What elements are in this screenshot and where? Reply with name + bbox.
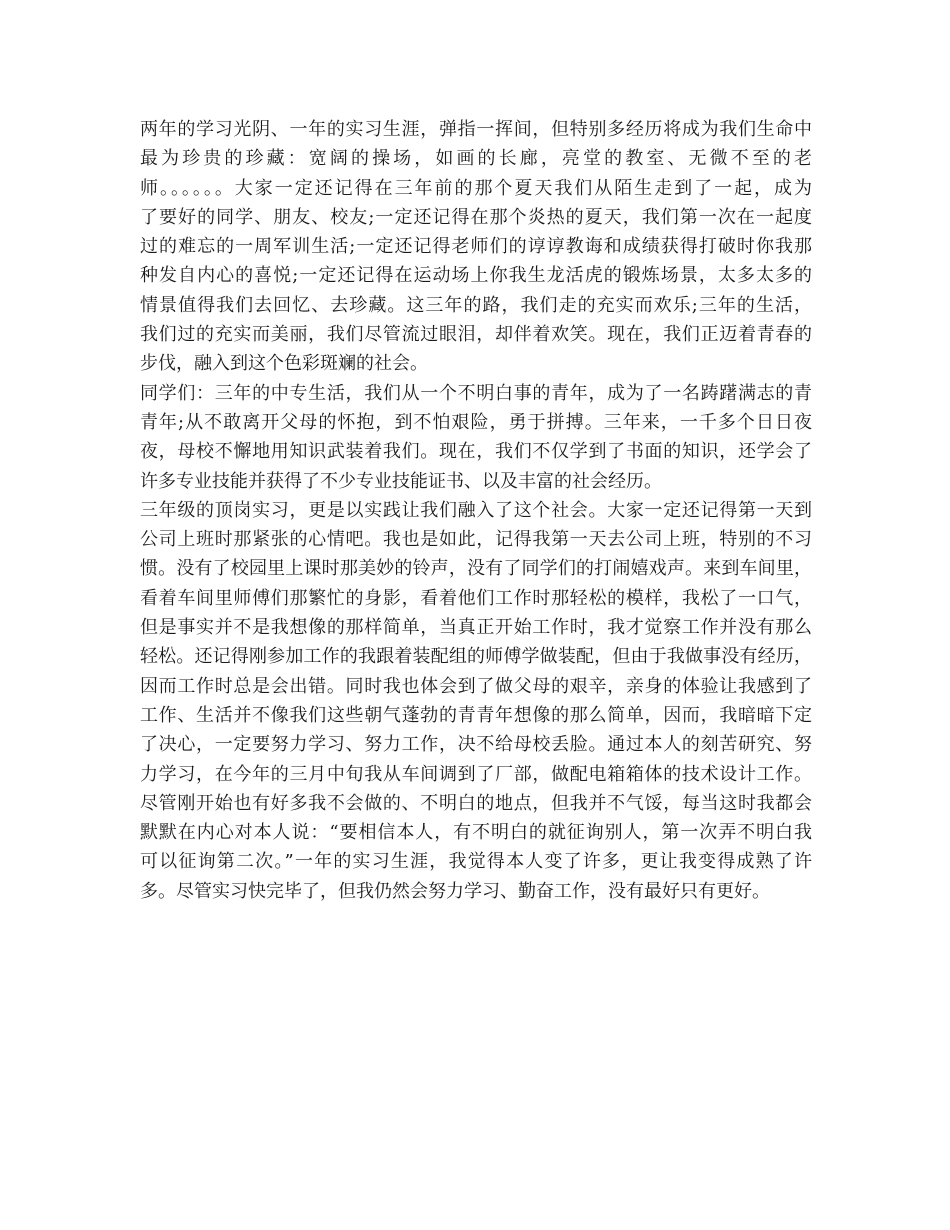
text-line: 默默在内心对本人说：“要相信本人，有不明白的就征询别人，第一次弄不明白我 xyxy=(140,822,812,844)
text-line: 步伐，融入到这个色彩斑斓的社会。 xyxy=(140,353,428,375)
text-line: 惯。没有了校园里上课时那美妙的铃声，没有了同学们的打闹嬉戏声。来到车间里， xyxy=(140,558,812,580)
document-body xyxy=(140,115,812,906)
text-line: 夜，母校不懈地用知识武装着我们。现在，我们不仅学到了书面的知识，还学会了 xyxy=(140,441,812,463)
text-line: 工作、生活并不像我们这些朝气蓬勃的青青年想像的那么简单，因而，我暗暗下定 xyxy=(140,704,812,726)
text-line: 轻松。还记得刚参加工作的我跟着装配组的师傅学做装配，但由于我做事没有经历， xyxy=(140,646,812,668)
paragraph-3 xyxy=(140,496,812,906)
text-line: 多。尽管实习快完毕了，但我仍然会努力学习、勤奋工作，没有最好只有更好。 xyxy=(140,880,770,902)
text-line: 可以征询第二次。”一年的实习生涯，我觉得本人变了许多，更让我变得成熟了许 xyxy=(140,851,812,873)
text-line: 种发自内心的喜悦;一定还记得在运动场上你我生龙活虎的锻炼场景，太多太多的 xyxy=(140,265,812,287)
text-line: 我们过的充实而美丽，我们尽管流过眼泪，却伴着欢笑。现在，我们正迈着青春的 xyxy=(140,324,812,346)
text-line: 了要好的同学、朋友、校友;一定还记得在那个炎热的夏天，我们第一次在一起度 xyxy=(140,206,812,228)
text-line: 师。。。。。。大家一定还记得在三年前的那个夏天我们从陌生走到了一起，成为 xyxy=(140,177,812,199)
text-line: 过的难忘的一周军训生活;一定还记得老师们的谆谆教诲和成绩获得打破时你我那 xyxy=(140,236,812,258)
text-line: 最为珍贵的珍藏：宽阔的操场，如画的长廊，亮堂的教室、无微不至的老 xyxy=(140,148,812,170)
text-line: 公司上班时那紧张的心情吧。我也是如此，记得我第一天去公司上班，特别的不习 xyxy=(140,529,812,551)
paragraph-2 xyxy=(140,379,812,496)
text-line: 两年的学习光阴、一年的实习生涯，弹指一挥间，但特别多经历将成为我们生命中 xyxy=(140,119,812,140)
text-line: 尽管刚开始也有好多我不会做的、不明白的地点，但我并不气馁，每当这时我都会 xyxy=(140,792,812,814)
paragraph-1 xyxy=(140,115,812,379)
text-line: 看着车间里师傅们那繁忙的身影，看着他们工作时那轻松的模样，我松了一口气， xyxy=(140,587,812,609)
text-line: 了决心，一定要努力学习、努力工作，决不给母校丢脸。通过本人的刻苦研究、努 xyxy=(140,734,812,756)
text-line: 许多专业技能并获得了不少专业技能证书、以及丰富的社会经历。 xyxy=(140,470,662,492)
text-line: 同学们：三年的中专生活，我们从一个不明白事的青年，成为了一名踌躇满志的青 xyxy=(140,382,812,404)
text-line: 三年级的顶岗实习，更是以实践让我们融入了这个社会。大家一定还记得第一天到 xyxy=(140,499,812,521)
text-line: 因而工作时总是会出错。同时我也体会到了做父母的艰辛，亲身的体验让我感到了 xyxy=(140,675,812,697)
text-line: 青年;从不敢离开父母的怀抱，到不怕艰险，勇于拼搏。三年来，一千多个日日夜 xyxy=(140,411,812,433)
text-line: 但是事实并不是我想像的那样简单，当真正开始工作时，我才觉察工作并没有那么 xyxy=(140,617,812,639)
text-line: 情景值得我们去回忆、去珍藏。这三年的路，我们走的充实而欢乐;三年的生活， xyxy=(140,294,812,316)
text-line: 力学习，在今年的三月中旬我从车间调到了厂部，做配电箱箱体的技术设计工作。 xyxy=(140,763,812,785)
